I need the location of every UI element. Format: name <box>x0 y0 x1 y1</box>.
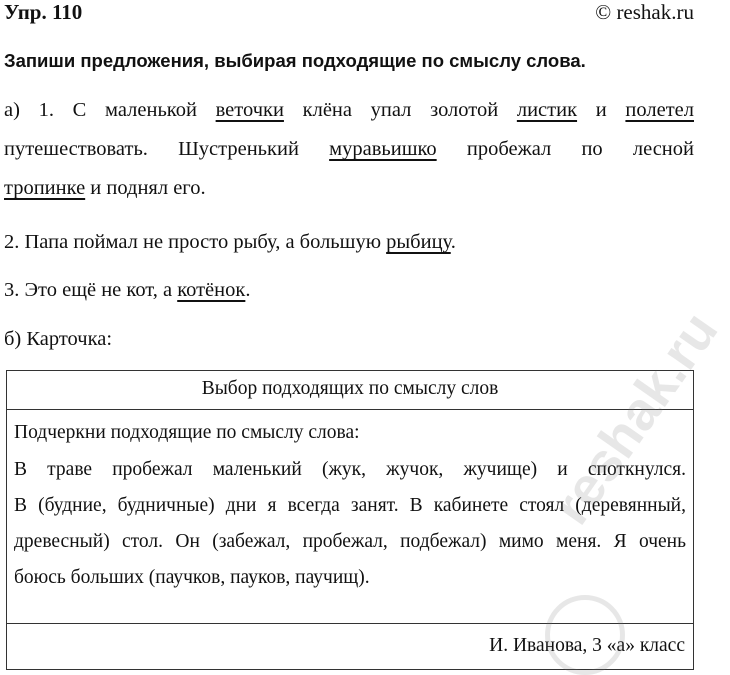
part-a-sentence-1 <box>4 91 694 208</box>
text-segment: . <box>245 279 251 301</box>
part-a-line-3 <box>4 169 694 208</box>
card-body <box>7 410 693 624</box>
watermark: reshak.ru <box>540 301 730 535</box>
part-a-sentence-3 <box>4 275 694 305</box>
underlined-word: муравьишко <box>329 138 437 160</box>
text-segment: а) 1. С маленькой <box>4 99 216 121</box>
text-segment: клёна упал золотой <box>283 99 517 121</box>
text-segment: и поднял его. <box>85 177 206 199</box>
card-instruction: Подчеркни подходящие по смыслу слова: <box>14 422 360 443</box>
text-segment: 3. Это ещё не кот, а <box>4 279 178 301</box>
card-line: древесный) стол. Он (забежал, пробежал, подбежал) мимо меня. Я очень <box>14 531 686 552</box>
part-a-line-1 <box>4 91 694 130</box>
text-segment: 2. Папа поймал не просто рыбу, а большую <box>4 231 387 253</box>
exercise-number: Упр. 110 <box>4 0 83 24</box>
underlined-word: листик <box>516 99 578 121</box>
card-title: Выбор подходящих по смыслу слов <box>7 371 693 410</box>
text-segment: . <box>450 231 456 253</box>
copyright-text: © reshak.ru <box>595 0 694 24</box>
part-b-label: б) Карточка: <box>4 328 113 350</box>
part-a-sentence-2 <box>4 227 694 257</box>
text-segment: путешествовать. Шустренький <box>4 138 330 160</box>
underlined-word: рыбицу <box>386 231 451 253</box>
watermark-logo <box>545 595 625 675</box>
header <box>0 0 700 24</box>
card-line: В траве пробежал маленький (жук, жучок, жучище) и споткнулся. <box>14 459 686 480</box>
underlined-word: котёнок <box>177 279 246 301</box>
underlined-word: веточки <box>215 99 284 121</box>
text-segment: пробежал по лесной <box>436 138 694 160</box>
task-heading: Запиши предложения, выбирая подходящие по смыслу слова. <box>4 50 586 71</box>
card-line: В (будние, будничные) дни я всегда занят. В кабинете стоял (деревянный, <box>14 495 686 516</box>
card-line: боюсь больших (паучков, пауков, паучищ). <box>14 567 370 588</box>
card-text <box>14 452 686 596</box>
card-signature: И. Иванова, 3 «а» класс <box>489 635 685 656</box>
text-segment: и <box>577 99 626 121</box>
underlined-word: тропинке <box>4 177 86 199</box>
underlined-word: полетел <box>625 99 694 121</box>
part-a-line-2 <box>4 130 694 169</box>
